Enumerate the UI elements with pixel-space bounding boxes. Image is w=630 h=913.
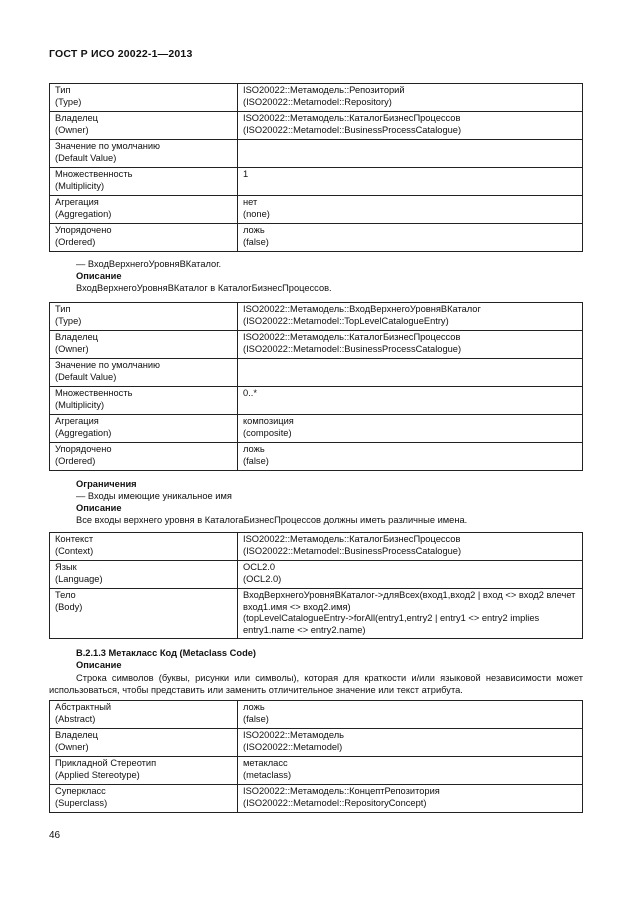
attribute-table-top-level-entry (49, 302, 583, 471)
description-label: Описание (76, 660, 122, 670)
table-row (50, 785, 583, 813)
description-label: Описание (76, 271, 122, 281)
description-text: Все входы верхнего уровня в КаталогаБизнесПроцессов должны иметь различные имена. (76, 515, 468, 525)
constraint-table (49, 532, 583, 639)
property-value-cell: 1 (238, 168, 583, 196)
table-row (50, 589, 583, 639)
table-row (50, 112, 583, 140)
table-row (50, 303, 583, 331)
property-value-cell: ISO20022::Метамодель::ВходВерхнегоУровняВКаталог (ISO20022::Metamodel::TopLevelCatalogueEntry) (238, 303, 583, 331)
table-row (50, 701, 583, 729)
property-value-cell: OCL2.0 (OCL2.0) (238, 561, 583, 589)
property-value-cell: ISO20022::Метамодель::Репозиторий (ISO20022::Metamodel::Repository) (238, 84, 583, 112)
property-name-cell: Владелец (Owner) (50, 729, 238, 757)
table-row (50, 168, 583, 196)
property-name-cell: Тип (Type) (50, 303, 238, 331)
property-value-cell: ВходВерхнегоУровняВКаталог->дляВсех(вход1,вход2 | вход <> вход2 влечет вход1.имя <> вход2.имя) (topLevelCatalogueEntry->forAll(entry1,entry2 | entry1 <> entry2 implies entry1.name <> entry2.name) (238, 589, 583, 639)
table-row (50, 387, 583, 415)
property-name-cell: Прикладной Стереотип (Applied Stereotype) (50, 757, 238, 785)
property-name-cell: Владелец (Owner) (50, 112, 238, 140)
table-row (50, 196, 583, 224)
property-value-cell: метакласс (metaclass) (238, 757, 583, 785)
property-name-cell: Владелец (Owner) (50, 331, 238, 359)
property-name-cell: Язык (Language) (50, 561, 238, 589)
property-name-cell: Агрегация (Aggregation) (50, 196, 238, 224)
property-value-cell: ISO20022::Метамодель (ISO20022::Metamodel) (238, 729, 583, 757)
property-value-cell (238, 359, 583, 387)
table-row (50, 757, 583, 785)
property-value-cell: ISO20022::Метамодель::КонцептРепозитория (ISO20022::Metamodel::RepositoryConcept) (238, 785, 583, 813)
table-row (50, 533, 583, 561)
property-name-cell: Множественность (Multiplicity) (50, 168, 238, 196)
section-heading: В.2.1.3 Метакласс Код (Metaclass Code) (76, 648, 257, 658)
attribute-table-code (49, 700, 583, 813)
property-name-cell: Упорядочено (Ordered) (50, 224, 238, 252)
constraints-label: Ограничения (76, 479, 137, 489)
page-number: 46 (49, 830, 61, 841)
property-value-cell (238, 140, 583, 168)
list-item: — ВходВерхнегоУровняВКаталог. (76, 259, 222, 269)
property-value-cell: ложь (false) (238, 701, 583, 729)
property-name-cell: Агрегация (Aggregation) (50, 415, 238, 443)
table-row (50, 729, 583, 757)
property-name-cell: Абстрактный (Abstract) (50, 701, 238, 729)
property-name-cell: Тип (Type) (50, 84, 238, 112)
table-row (50, 331, 583, 359)
property-name-cell: Тело (Body) (50, 589, 238, 639)
constraint-item: — Входы имеющие уникальное имя (76, 491, 232, 501)
property-value-cell: ISO20022::Метамодель::КаталогБизнесПроцессов (ISO20022::Metamodel::BusinessProcessCatalogue) (238, 533, 583, 561)
property-name-cell: Контекст (Context) (50, 533, 238, 561)
property-name-cell: Значение по умолчанию (Default Value) (50, 140, 238, 168)
table-row (50, 140, 583, 168)
table-row (50, 84, 583, 112)
page-header: ГОСТ Р ИСО 20022-1—2013 (49, 48, 193, 60)
property-value-cell: нет (none) (238, 196, 583, 224)
property-name-cell: Суперкласс (Superclass) (50, 785, 238, 813)
table-row (50, 224, 583, 252)
table-row (50, 415, 583, 443)
property-value-cell: ISO20022::Метамодель::КаталогБизнесПроцессов (ISO20022::Metamodel::BusinessProcessCatalogue) (238, 112, 583, 140)
property-value-cell: ISO20022::Метамодель::КаталогБизнесПроцессов (ISO20022::Metamodel::BusinessProcessCatalogue) (238, 331, 583, 359)
attribute-table-repository (49, 83, 583, 252)
table-row (50, 443, 583, 471)
property-value-cell: ложь (false) (238, 443, 583, 471)
table-row (50, 561, 583, 589)
property-name-cell: Значение по умолчанию (Default Value) (50, 359, 238, 387)
property-name-cell: Упорядочено (Ordered) (50, 443, 238, 471)
property-value-cell: ложь (false) (238, 224, 583, 252)
property-value-cell: 0..* (238, 387, 583, 415)
property-name-cell: Множественность (Multiplicity) (50, 387, 238, 415)
table-row (50, 359, 583, 387)
description-label: Описание (76, 503, 122, 513)
property-value-cell: композиция (composite) (238, 415, 583, 443)
description-paragraph: Строка символов (буквы, рисунки или символы), которая для краткости и/или языковой независимости может использоваться, чтобы представить или заменить отличительное значение или текст атрибута. (49, 673, 583, 695)
description-text: ВходВерхнегоУровняВКаталог в КаталогБизнесПроцессов. (76, 283, 332, 293)
